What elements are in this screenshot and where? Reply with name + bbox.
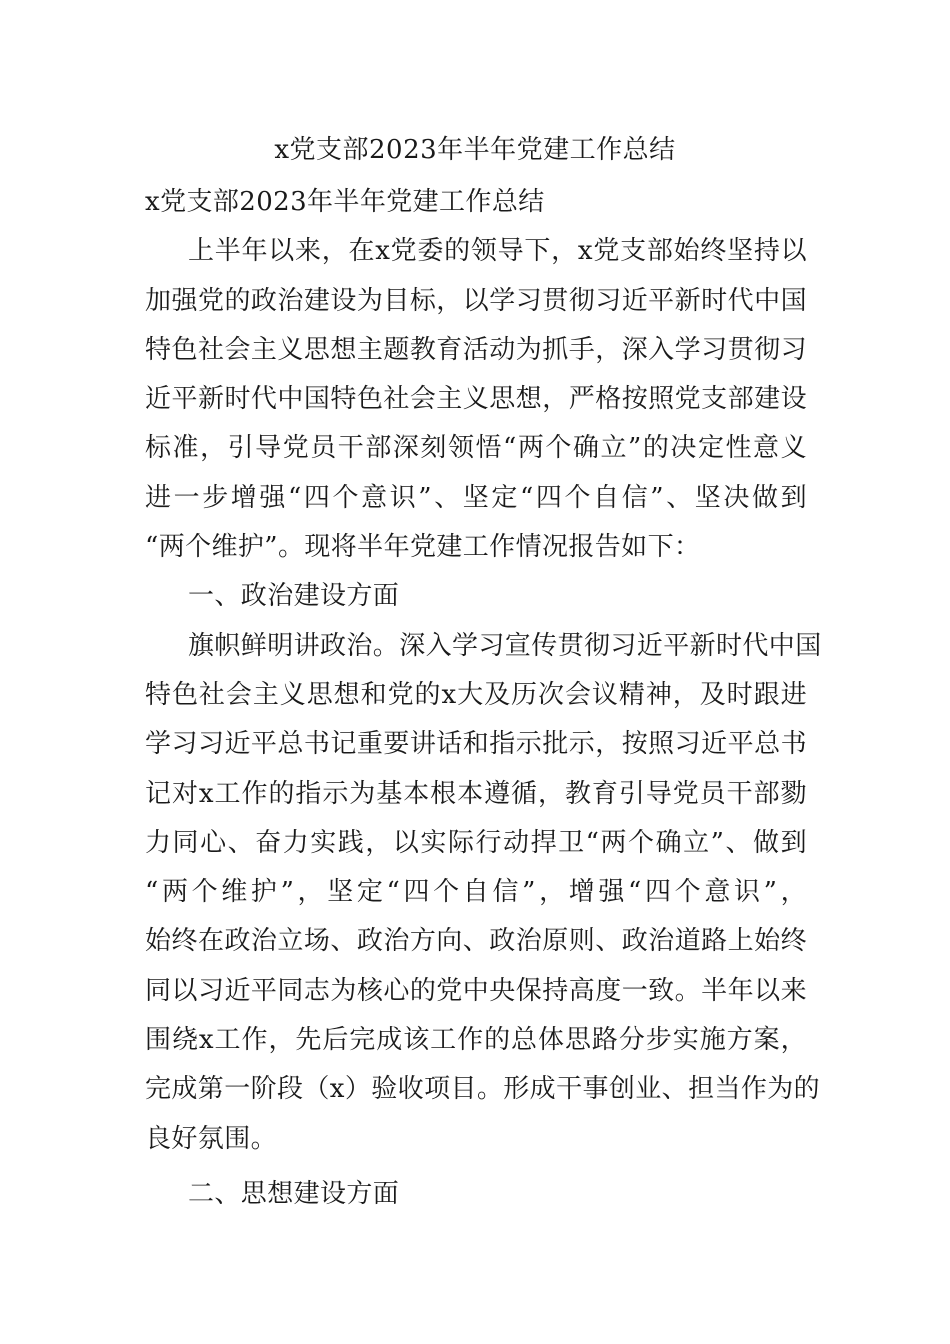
- paragraph-line: 围绕x工作，先后完成该工作的总体思路分步实施方案，: [145, 1025, 807, 1056]
- paragraph-line: 特色社会主义思想和党的x大及历次会议精神，及时跟进: [145, 679, 807, 710]
- paragraph-intro: [145, 227, 807, 572]
- paragraph-line: 始终在政治立场、政治方向、政治原则、政治道路上始终: [145, 926, 807, 957]
- paragraph-line: 力同心、奋力实践，以实际行动捍卫“两个确立”、做到: [145, 827, 807, 858]
- paragraph-line: 特色社会主义思想主题教育活动为抓手，深入学习贯彻习: [145, 334, 807, 365]
- paragraph-line: 近平新时代中国特色社会主义思想，严格按照党支部建设: [145, 384, 807, 415]
- paragraph-line: 同以习近平同志为核心的党中央保持高度一致。半年以来: [145, 975, 807, 1006]
- paragraph-line: 进一步增强“四个意识”、坚定“四个自信”、坚决做到: [145, 482, 807, 513]
- paragraph-line: “两个维护”，坚定“四个自信”，增强“四个意识”，: [145, 877, 807, 908]
- paragraph-line: 记对x工作的指示为基本根本遵循，教育引导党员干部勠: [145, 778, 807, 809]
- paragraph-line: “两个维护”。现将半年党建工作情况报告如下：: [145, 532, 701, 563]
- paragraph-line: 标准，引导党员干部深刻领悟“两个确立”的决定性意义: [145, 433, 807, 464]
- document-subtitle: x党支部2023年半年党建工作总结: [145, 187, 545, 217]
- paragraph-line: 完成第一阶段（x）验收项目。形成干事创业、担当作为的: [145, 1074, 821, 1105]
- paragraph-line: 良好氛围。: [145, 1123, 278, 1154]
- paragraph-line: 旗帜鲜明讲政治。深入学习宣传贯彻习近平新时代中国: [188, 630, 822, 661]
- document-body: [145, 178, 822, 1219]
- paragraph-line: 上半年以来，在x党委的领导下，x党支部始终坚持以: [188, 236, 807, 267]
- section-heading-ideological: 二、思想建设方面: [188, 1178, 400, 1209]
- document-title: x党支部2023年半年党建工作总结: [274, 135, 676, 165]
- paragraph-line: 加强党的政治建设为目标，以学习贯彻习近平新时代中国: [145, 285, 807, 316]
- paragraph-line: 学习习近平总书记重要讲话和指示批示，按照习近平总书: [145, 729, 807, 760]
- paragraph-political: [145, 622, 822, 1164]
- section-heading-political: 一、政治建设方面: [188, 581, 400, 612]
